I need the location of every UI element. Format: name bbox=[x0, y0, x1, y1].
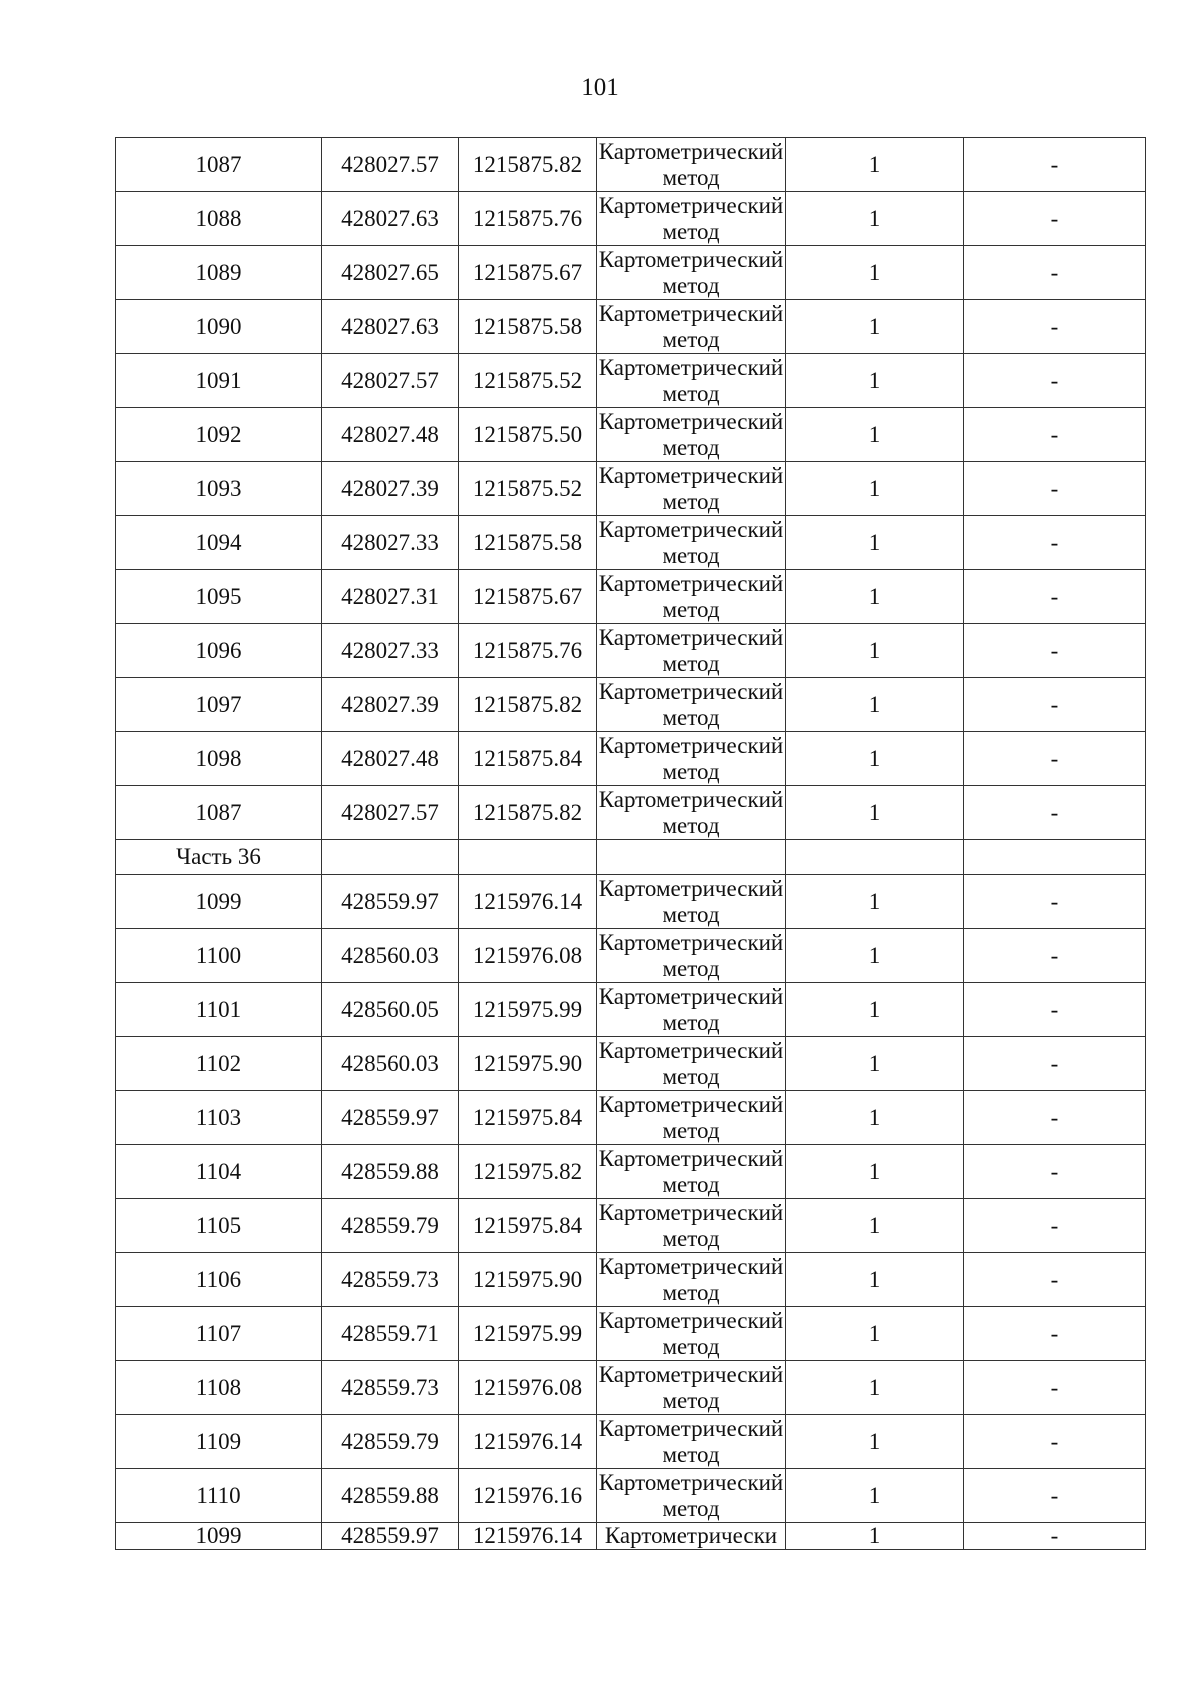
method-text: Картометрический метод bbox=[598, 678, 784, 730]
x-coordinate-cell: 428559.97 bbox=[322, 1091, 459, 1145]
method-text: Картометрический метод bbox=[598, 624, 784, 676]
note-cell: - bbox=[964, 408, 1146, 462]
x-coordinate-cell: 428027.57 bbox=[322, 786, 459, 840]
accuracy-cell: 1 bbox=[786, 1091, 964, 1145]
table-row bbox=[116, 1469, 1146, 1523]
y-coordinate-cell: 1215875.58 bbox=[459, 300, 597, 354]
x-coordinate-cell: 428559.88 bbox=[322, 1469, 459, 1523]
method-text: Картометрический метод bbox=[598, 1037, 784, 1089]
point-number-cell: 1096 bbox=[116, 624, 322, 678]
table-row bbox=[116, 1253, 1146, 1307]
accuracy-cell: 1 bbox=[786, 462, 964, 516]
method-text: Картометрический метод bbox=[598, 1307, 784, 1359]
method-cell bbox=[597, 786, 786, 840]
method-cell bbox=[597, 678, 786, 732]
note-cell: - bbox=[964, 138, 1146, 192]
x-coordinate-cell: 428027.48 bbox=[322, 408, 459, 462]
table-row bbox=[116, 732, 1146, 786]
accuracy-cell: 1 bbox=[786, 516, 964, 570]
table-row bbox=[116, 1523, 1146, 1550]
accuracy-cell: 1 bbox=[786, 1145, 964, 1199]
method-cell bbox=[597, 354, 786, 408]
y-coordinate-cell: 1215975.90 bbox=[459, 1253, 597, 1307]
accuracy-cell: 1 bbox=[786, 983, 964, 1037]
accuracy-cell: 1 bbox=[786, 1253, 964, 1307]
note-cell: - bbox=[964, 462, 1146, 516]
method-cell bbox=[597, 192, 786, 246]
note-cell: - bbox=[964, 1091, 1146, 1145]
method-cell bbox=[597, 1415, 786, 1469]
point-number-cell: 1093 bbox=[116, 462, 322, 516]
note-cell: - bbox=[964, 624, 1146, 678]
point-number-cell: 1108 bbox=[116, 1361, 322, 1415]
y-coordinate-cell: 1215975.82 bbox=[459, 1145, 597, 1199]
table-row bbox=[116, 192, 1146, 246]
y-coordinate-cell: 1215875.52 bbox=[459, 354, 597, 408]
point-number-cell: 1090 bbox=[116, 300, 322, 354]
method-text: Картометрический метод bbox=[598, 1361, 784, 1413]
y-coordinate-cell: 1215976.14 bbox=[459, 1415, 597, 1469]
point-number-cell: 1105 bbox=[116, 1199, 322, 1253]
point-number-cell: 1098 bbox=[116, 732, 322, 786]
note-cell: - bbox=[964, 1037, 1146, 1091]
method-cell bbox=[597, 1361, 786, 1415]
accuracy-cell: 1 bbox=[786, 1523, 964, 1550]
method-text: Картометрический метод bbox=[598, 354, 784, 406]
empty-cell bbox=[322, 840, 459, 875]
table-row bbox=[116, 246, 1146, 300]
x-coordinate-cell: 428559.71 bbox=[322, 1307, 459, 1361]
method-text: Картометрический метод bbox=[598, 192, 784, 244]
method-text: Картометрический метод bbox=[598, 1091, 784, 1143]
table-row bbox=[116, 408, 1146, 462]
y-coordinate-cell: 1215975.99 bbox=[459, 983, 597, 1037]
method-cell bbox=[597, 929, 786, 983]
note-cell: - bbox=[964, 732, 1146, 786]
point-number-cell: 1100 bbox=[116, 929, 322, 983]
method-cell bbox=[597, 1091, 786, 1145]
note-cell: - bbox=[964, 246, 1146, 300]
method-text: Картометрический метод bbox=[598, 1145, 784, 1197]
method-cell bbox=[597, 138, 786, 192]
method-cell bbox=[597, 300, 786, 354]
accuracy-cell: 1 bbox=[786, 138, 964, 192]
table-row bbox=[116, 1091, 1146, 1145]
note-cell: - bbox=[964, 300, 1146, 354]
accuracy-cell: 1 bbox=[786, 570, 964, 624]
accuracy-cell: 1 bbox=[786, 1037, 964, 1091]
point-number-cell: 1095 bbox=[116, 570, 322, 624]
table-row bbox=[116, 300, 1146, 354]
point-number-cell: 1110 bbox=[116, 1469, 322, 1523]
note-cell: - bbox=[964, 570, 1146, 624]
accuracy-cell: 1 bbox=[786, 354, 964, 408]
point-number-cell: 1109 bbox=[116, 1415, 322, 1469]
point-number-cell: 1097 bbox=[116, 678, 322, 732]
x-coordinate-cell: 428027.31 bbox=[322, 570, 459, 624]
y-coordinate-cell: 1215875.82 bbox=[459, 678, 597, 732]
table-row bbox=[116, 462, 1146, 516]
y-coordinate-cell: 1215875.52 bbox=[459, 462, 597, 516]
point-number-cell: 1091 bbox=[116, 354, 322, 408]
empty-cell bbox=[964, 840, 1146, 875]
table-row bbox=[116, 875, 1146, 929]
accuracy-cell: 1 bbox=[786, 1199, 964, 1253]
accuracy-cell: 1 bbox=[786, 678, 964, 732]
y-coordinate-cell: 1215875.82 bbox=[459, 138, 597, 192]
method-cell bbox=[597, 1469, 786, 1523]
accuracy-cell: 1 bbox=[786, 408, 964, 462]
note-cell: - bbox=[964, 1199, 1146, 1253]
section-header-row bbox=[116, 840, 1146, 875]
note-cell: - bbox=[964, 1415, 1146, 1469]
method-cell bbox=[597, 1145, 786, 1199]
point-number-cell: 1107 bbox=[116, 1307, 322, 1361]
y-coordinate-cell: 1215976.08 bbox=[459, 929, 597, 983]
method-text: Картометрический метод bbox=[598, 516, 784, 568]
note-cell: - bbox=[964, 786, 1146, 840]
note-cell: - bbox=[964, 1469, 1146, 1523]
note-cell: - bbox=[964, 1361, 1146, 1415]
y-coordinate-cell: 1215975.84 bbox=[459, 1091, 597, 1145]
x-coordinate-cell: 428027.33 bbox=[322, 624, 459, 678]
point-number-cell: 1094 bbox=[116, 516, 322, 570]
method-cell bbox=[597, 462, 786, 516]
method-text: Картометрически bbox=[604, 1523, 778, 1548]
method-text: Картометрический метод bbox=[598, 138, 784, 190]
note-cell: - bbox=[964, 875, 1146, 929]
accuracy-cell: 1 bbox=[786, 1361, 964, 1415]
note-cell: - bbox=[964, 354, 1146, 408]
table-row bbox=[116, 570, 1146, 624]
method-cell bbox=[597, 1253, 786, 1307]
point-number-cell: 1099 bbox=[116, 875, 322, 929]
table-row bbox=[116, 983, 1146, 1037]
accuracy-cell: 1 bbox=[786, 246, 964, 300]
method-cell bbox=[597, 1037, 786, 1091]
method-cell bbox=[597, 408, 786, 462]
x-coordinate-cell: 428559.73 bbox=[322, 1361, 459, 1415]
point-number-cell: 1104 bbox=[116, 1145, 322, 1199]
method-text: Картометрический метод bbox=[598, 1469, 784, 1521]
y-coordinate-cell: 1215976.08 bbox=[459, 1361, 597, 1415]
note-cell: - bbox=[964, 1145, 1146, 1199]
y-coordinate-cell: 1215976.16 bbox=[459, 1469, 597, 1523]
x-coordinate-cell: 428560.05 bbox=[322, 983, 459, 1037]
method-text: Картометрический метод bbox=[598, 300, 784, 352]
x-coordinate-cell: 428559.97 bbox=[322, 1523, 459, 1550]
x-coordinate-cell: 428559.97 bbox=[322, 875, 459, 929]
accuracy-cell: 1 bbox=[786, 732, 964, 786]
point-number-cell: 1092 bbox=[116, 408, 322, 462]
method-cell bbox=[597, 983, 786, 1037]
y-coordinate-cell: 1215976.14 bbox=[459, 875, 597, 929]
method-text: Картометрический метод bbox=[598, 732, 784, 784]
table-row bbox=[116, 929, 1146, 983]
table-row bbox=[116, 678, 1146, 732]
empty-cell bbox=[459, 840, 597, 875]
method-text: Картометрический метод bbox=[598, 570, 784, 622]
x-coordinate-cell: 428559.79 bbox=[322, 1415, 459, 1469]
table-row bbox=[116, 354, 1146, 408]
accuracy-cell: 1 bbox=[786, 786, 964, 840]
accuracy-cell: 1 bbox=[786, 929, 964, 983]
table-row bbox=[116, 516, 1146, 570]
method-text: Картометрический метод bbox=[598, 1253, 784, 1305]
note-cell: - bbox=[964, 929, 1146, 983]
x-coordinate-cell: 428027.39 bbox=[322, 678, 459, 732]
note-cell: - bbox=[964, 192, 1146, 246]
x-coordinate-cell: 428027.63 bbox=[322, 300, 459, 354]
empty-cell bbox=[786, 840, 964, 875]
empty-cell bbox=[597, 840, 786, 875]
accuracy-cell: 1 bbox=[786, 1469, 964, 1523]
method-cell bbox=[597, 732, 786, 786]
x-coordinate-cell: 428027.39 bbox=[322, 462, 459, 516]
accuracy-cell: 1 bbox=[786, 1307, 964, 1361]
y-coordinate-cell: 1215975.84 bbox=[459, 1199, 597, 1253]
table-row bbox=[116, 1415, 1146, 1469]
table-row bbox=[116, 138, 1146, 192]
note-cell: - bbox=[964, 1307, 1146, 1361]
method-cell bbox=[597, 246, 786, 300]
x-coordinate-cell: 428027.33 bbox=[322, 516, 459, 570]
page-number: 101 bbox=[581, 74, 619, 101]
point-number-cell: 1103 bbox=[116, 1091, 322, 1145]
section-label: Часть 36 bbox=[116, 840, 322, 875]
x-coordinate-cell: 428559.88 bbox=[322, 1145, 459, 1199]
note-cell: - bbox=[964, 516, 1146, 570]
method-text: Картометрический метод bbox=[598, 786, 784, 838]
method-text: Картометрический метод bbox=[598, 875, 784, 927]
x-coordinate-cell: 428027.65 bbox=[322, 246, 459, 300]
method-text: Картометрический метод bbox=[598, 929, 784, 981]
x-coordinate-cell: 428560.03 bbox=[322, 1037, 459, 1091]
point-number-cell: 1087 bbox=[116, 786, 322, 840]
x-coordinate-cell: 428027.48 bbox=[322, 732, 459, 786]
accuracy-cell: 1 bbox=[786, 300, 964, 354]
accuracy-cell: 1 bbox=[786, 875, 964, 929]
y-coordinate-cell: 1215875.76 bbox=[459, 624, 597, 678]
x-coordinate-cell: 428560.03 bbox=[322, 929, 459, 983]
method-cell bbox=[597, 516, 786, 570]
y-coordinate-cell: 1215875.50 bbox=[459, 408, 597, 462]
y-coordinate-cell: 1215875.84 bbox=[459, 732, 597, 786]
y-coordinate-cell: 1215975.99 bbox=[459, 1307, 597, 1361]
table-row bbox=[116, 1145, 1146, 1199]
method-cell bbox=[597, 1523, 786, 1550]
y-coordinate-cell: 1215875.82 bbox=[459, 786, 597, 840]
table-row bbox=[116, 1037, 1146, 1091]
y-coordinate-cell: 1215875.76 bbox=[459, 192, 597, 246]
x-coordinate-cell: 428027.57 bbox=[322, 354, 459, 408]
coordinates-table bbox=[115, 137, 1146, 1550]
y-coordinate-cell: 1215875.67 bbox=[459, 246, 597, 300]
y-coordinate-cell: 1215975.90 bbox=[459, 1037, 597, 1091]
accuracy-cell: 1 bbox=[786, 624, 964, 678]
point-number-cell: 1088 bbox=[116, 192, 322, 246]
y-coordinate-cell: 1215875.67 bbox=[459, 570, 597, 624]
accuracy-cell: 1 bbox=[786, 1415, 964, 1469]
x-coordinate-cell: 428559.73 bbox=[322, 1253, 459, 1307]
note-cell: - bbox=[964, 1253, 1146, 1307]
method-cell bbox=[597, 1199, 786, 1253]
x-coordinate-cell: 428559.79 bbox=[322, 1199, 459, 1253]
method-text: Картометрический метод bbox=[598, 408, 784, 460]
note-cell: - bbox=[964, 678, 1146, 732]
x-coordinate-cell: 428027.57 bbox=[322, 138, 459, 192]
method-text: Картометрический метод bbox=[598, 246, 784, 298]
point-number-cell: 1087 bbox=[116, 138, 322, 192]
method-text: Картометрический метод bbox=[598, 983, 784, 1035]
table-row bbox=[116, 624, 1146, 678]
method-cell bbox=[597, 570, 786, 624]
method-cell bbox=[597, 624, 786, 678]
point-number-cell: 1106 bbox=[116, 1253, 322, 1307]
table-row bbox=[116, 1361, 1146, 1415]
method-text: Картометрический метод bbox=[598, 462, 784, 514]
method-cell bbox=[597, 875, 786, 929]
point-number-cell: 1102 bbox=[116, 1037, 322, 1091]
table-row bbox=[116, 1199, 1146, 1253]
y-coordinate-cell: 1215976.14 bbox=[459, 1523, 597, 1550]
point-number-cell: 1101 bbox=[116, 983, 322, 1037]
point-number-cell: 1099 bbox=[116, 1523, 322, 1550]
table-row bbox=[116, 1307, 1146, 1361]
method-text: Картометрический метод bbox=[598, 1199, 784, 1251]
note-cell: - bbox=[964, 983, 1146, 1037]
method-cell bbox=[597, 1307, 786, 1361]
point-number-cell: 1089 bbox=[116, 246, 322, 300]
x-coordinate-cell: 428027.63 bbox=[322, 192, 459, 246]
note-cell: - bbox=[964, 1523, 1146, 1550]
accuracy-cell: 1 bbox=[786, 192, 964, 246]
y-coordinate-cell: 1215875.58 bbox=[459, 516, 597, 570]
method-text: Картометрический метод bbox=[598, 1415, 784, 1467]
table-row bbox=[116, 786, 1146, 840]
coordinates-table-body bbox=[116, 138, 1146, 1550]
